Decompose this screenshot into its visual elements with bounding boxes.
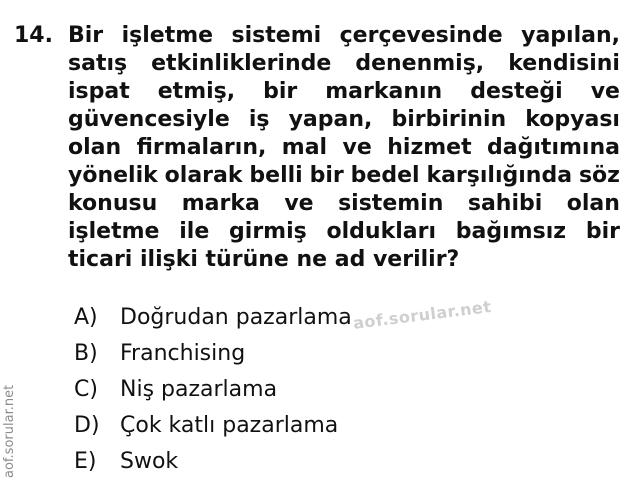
question-word: ve xyxy=(284,191,314,216)
question-word: güvencesiyle xyxy=(68,107,230,132)
question-text xyxy=(68,22,620,274)
question-word: Bir xyxy=(68,23,104,48)
question-word: söz xyxy=(578,163,620,188)
option-c[interactable] xyxy=(74,372,352,408)
question-word: işletme xyxy=(121,23,214,48)
question-word: karşılığında xyxy=(426,163,573,188)
question-word: marka xyxy=(181,191,260,216)
question-word: olan xyxy=(68,135,122,160)
option-text: Franchising xyxy=(120,341,246,366)
question-word: hizmet xyxy=(387,135,472,160)
question-line xyxy=(68,134,620,162)
question-word: bir xyxy=(309,163,344,188)
question-word: kendisini xyxy=(508,51,620,76)
question-word: bir xyxy=(263,79,298,104)
question-line xyxy=(68,106,620,134)
question-word: birbirinin xyxy=(391,107,507,132)
question-word: etmiş, xyxy=(157,79,236,104)
option-letter: C) xyxy=(74,377,98,402)
question-word: etkinliklerinde xyxy=(151,51,332,76)
question-word: denenmiş, xyxy=(355,51,485,76)
question-word: ile xyxy=(179,219,210,244)
question-word: işletme xyxy=(68,219,160,244)
option-d[interactable] xyxy=(74,408,352,444)
option-b[interactable] xyxy=(74,336,352,372)
option-letter: E) xyxy=(74,449,97,474)
question-word: ispat xyxy=(68,79,130,104)
question-word: oldukları xyxy=(326,219,437,244)
question-word: çerçevesinde xyxy=(339,23,503,48)
question-word: sistemi xyxy=(231,23,322,48)
watermark: aof.sorular.net xyxy=(352,297,493,333)
question-word: ve xyxy=(590,79,620,104)
question-word: girmiş xyxy=(229,219,307,244)
question-word: yönelik xyxy=(68,163,158,188)
option-e[interactable] xyxy=(74,444,352,480)
question-word: konusu xyxy=(68,191,158,216)
question-word: mal xyxy=(281,135,328,160)
option-a[interactable] xyxy=(74,300,352,336)
question-line xyxy=(68,190,620,218)
question-word: desteği xyxy=(470,79,563,104)
question-word: satış xyxy=(68,51,128,76)
question-word: firmaların, xyxy=(136,135,267,160)
question-word: yapan, xyxy=(288,107,373,132)
question-line xyxy=(68,22,620,50)
question-word: bedel xyxy=(350,163,420,188)
question-word: ve xyxy=(342,135,372,160)
question-word: sistemin xyxy=(338,191,444,216)
option-letter: B) xyxy=(74,341,98,366)
question-word: markanın xyxy=(325,79,443,104)
question-number: 14. xyxy=(14,23,53,48)
question-line xyxy=(68,162,620,190)
option-letter: A) xyxy=(74,305,98,330)
question-word: kopyası xyxy=(525,107,620,132)
question-word: belli xyxy=(249,163,303,188)
option-text: Çok katlı pazarlama xyxy=(120,413,339,438)
side-watermark: aof.sorular.net xyxy=(2,384,17,478)
question-word: olarak xyxy=(164,163,243,188)
question-word: sahibi xyxy=(467,191,543,216)
question-word: dağıtımına xyxy=(487,135,620,160)
question-line xyxy=(68,246,620,274)
option-text: Doğrudan pazarlama xyxy=(120,305,352,330)
question-word: iş xyxy=(248,107,270,132)
question-word: bağımsız xyxy=(455,219,567,244)
question-line xyxy=(68,78,620,106)
question-line xyxy=(68,218,620,246)
question-word: yapılan, xyxy=(521,23,620,48)
option-text: Swok xyxy=(120,449,179,474)
question-word: olan xyxy=(566,191,620,216)
question-word: ticari ilişki türüne ne ad verilir? xyxy=(68,247,460,272)
option-letter: D) xyxy=(74,413,100,438)
question-line xyxy=(68,50,620,78)
option-text: Niş pazarlama xyxy=(120,377,278,402)
question-word: bir xyxy=(585,219,620,244)
answer-options xyxy=(74,300,352,480)
